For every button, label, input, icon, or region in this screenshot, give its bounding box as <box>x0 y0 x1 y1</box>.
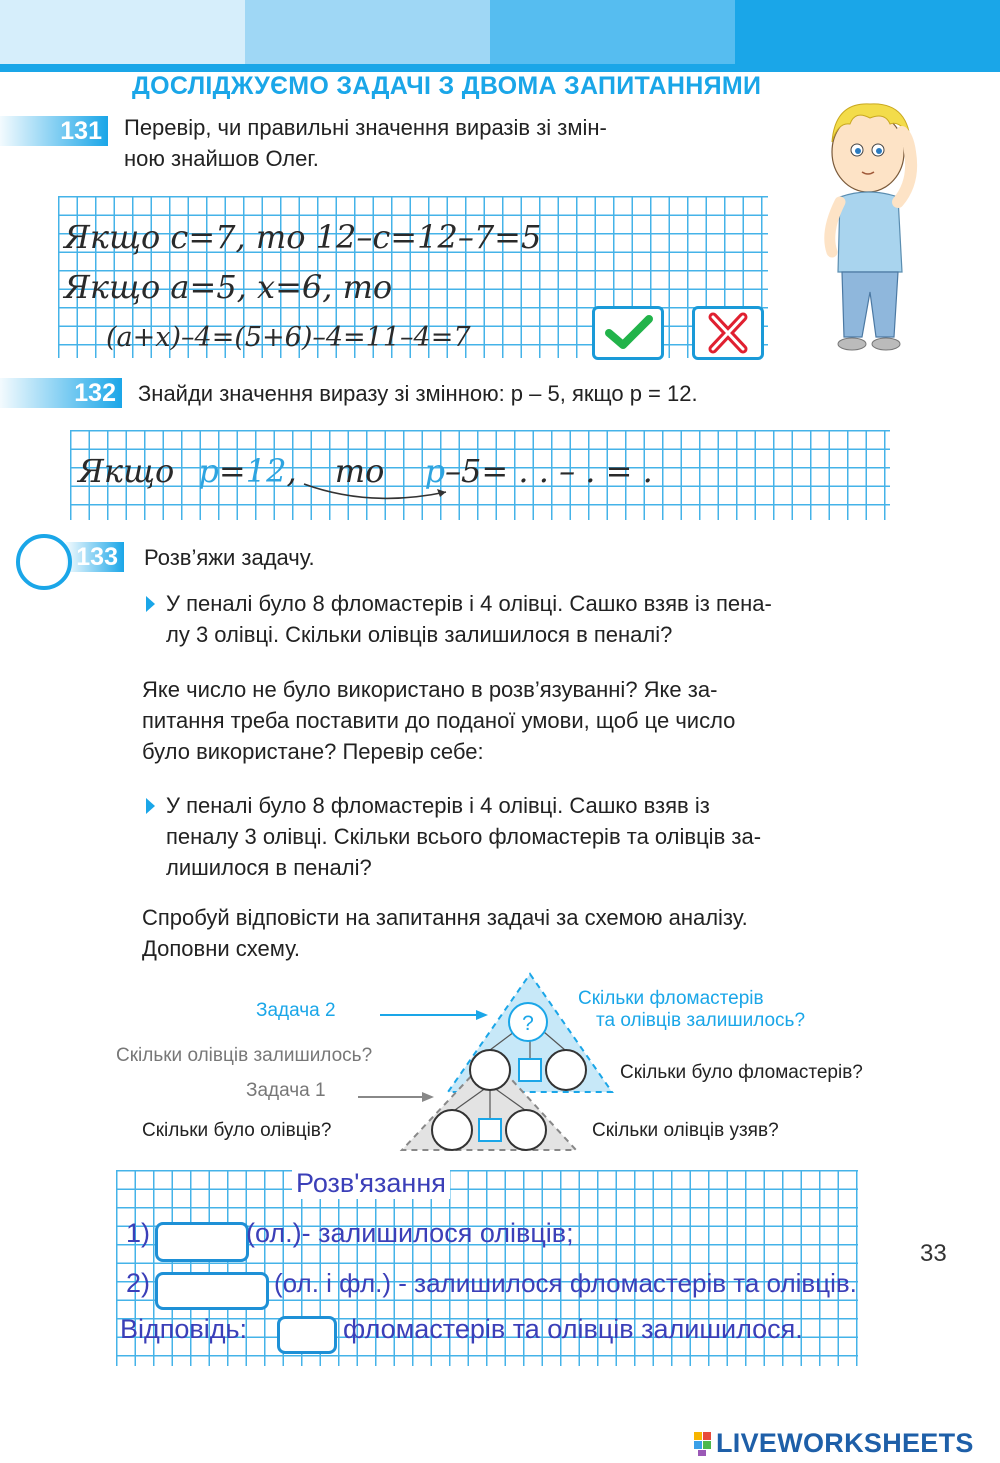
hw-132-rest: –5= . . – . = . <box>445 452 653 490</box>
task-131-line1: Перевір, чи правильні значення виразів зі змін- <box>124 115 607 140</box>
scheme-top-right-line2: та олівців залишилось? <box>596 1010 806 1031</box>
hw-132-eq: = <box>218 452 246 490</box>
scheme-task2-label: Задача 2 <box>256 1000 336 1021</box>
task-132-text: Знайди значення виразу зі змінною: p – 5, якщо p = 12. <box>138 381 698 406</box>
task-132-number: 132 <box>0 378 122 408</box>
solution-heading: Розв'язання <box>292 1168 450 1199</box>
problem-1 <box>166 588 906 650</box>
solution-line2-text: (ол. і фл.) - залишилося фломастерів та олівців. <box>274 1268 857 1298</box>
scheme-paragraph-line1: Спробуй відповісти на запитання задачі за схемою аналізу. <box>142 905 748 930</box>
paragraph-line3: було використане? Перевір себе: <box>142 739 484 764</box>
question-paragraph <box>142 674 735 767</box>
answer-label: Відповідь: <box>120 1314 248 1344</box>
hw-131-line3: (a+x)–4=(5+6)–4=11–4=7 <box>106 322 471 353</box>
solution-line1-input[interactable] <box>155 1222 249 1262</box>
scheme-input-circle[interactable] <box>470 1050 510 1090</box>
scheme-input-circle[interactable] <box>506 1110 546 1150</box>
task1-arrow-icon <box>356 1087 436 1107</box>
header-rule <box>0 64 1000 72</box>
scheme-input-circle[interactable] <box>546 1050 586 1090</box>
top-strip-4 <box>735 0 1000 64</box>
scheme-paragraph <box>142 902 748 964</box>
task-131-text <box>124 112 744 174</box>
page-number: 33 <box>920 1240 947 1267</box>
problem-2-line3: лишилося в пеналі? <box>166 855 372 880</box>
bullet-icon <box>146 596 155 612</box>
scheme-left-grey-label: Скільки олівців залишилось? <box>116 1045 373 1066</box>
task-131-line2: ною знайшов Олег. <box>124 146 319 171</box>
hw-132-12: 12 <box>245 452 287 490</box>
scheme-right-mid-label: Скільки було фломастерів? <box>620 1062 863 1083</box>
scheme-right-bottom-label: Скільки олівців узяв? <box>592 1120 779 1141</box>
problem-1-line2: лу 3 олівці. Скільки олівців залишилося в пеналі? <box>166 622 673 647</box>
hw-131-line1: Якщо c=7, то 12–c=12–7=5 <box>64 218 542 256</box>
solution-line2-input[interactable] <box>155 1272 269 1310</box>
task2-arrow-icon <box>378 1005 490 1025</box>
scheme-top-right-label <box>578 988 805 1032</box>
hw-131-line2: Якщо a=5, x=6, то <box>64 268 393 306</box>
paragraph-line2: питання треба поставити до поданої умови, щоб це число <box>142 708 736 733</box>
check-mark-icon <box>595 309 661 357</box>
scheme-task1-label: Задача 1 <box>246 1080 326 1101</box>
solution-line1-number: 1) <box>126 1218 151 1248</box>
scheme-input-square[interactable] <box>519 1059 541 1081</box>
scheme-left-bottom-label: Скільки було олівців? <box>142 1120 332 1141</box>
task-133-circle <box>16 534 72 590</box>
task-131-number: 131 <box>0 116 108 146</box>
solution-line1-text: (ол.)- залишилося олівців; <box>246 1218 574 1248</box>
top-strip-3 <box>490 0 735 64</box>
liveworksheets-logo-icon <box>694 1432 712 1456</box>
solution-line2-number: 2) <box>126 1268 151 1298</box>
page-title: ДОСЛІДЖУЄМО ЗАДАЧІ З ДВОМА ЗАПИТАННЯМИ <box>132 72 762 100</box>
hw-132-p1: p <box>198 452 219 490</box>
footer-brand: LIVEWORKSHEETS <box>716 1428 974 1458</box>
paragraph-line1: Яке число не було використано в розв’язуванні? Яке за- <box>142 677 718 702</box>
scheme-paragraph-line2: Доповни схему. <box>142 936 301 961</box>
task-133-intro: Розв’яжи задачу. <box>144 545 315 570</box>
hw-132-prefix: Якщо <box>78 452 175 490</box>
boy-illustration <box>810 92 925 357</box>
problem-1-line1: У пеналі було 8 фломастерів і 4 олівці. Сашко взяв із пена- <box>166 591 772 616</box>
hw-132-to: то <box>334 452 385 490</box>
top-strip-1 <box>0 0 245 64</box>
scheme-input-square[interactable] <box>479 1119 501 1141</box>
scheme-question-mark: ? <box>522 1012 534 1035</box>
hw-132-line: Якщо p=12, то p–5= . . – . = . <box>78 452 653 490</box>
answer-input[interactable] <box>277 1316 337 1354</box>
top-strip-2 <box>245 0 490 64</box>
incorrect-option-button[interactable] <box>692 306 764 360</box>
correct-option-button[interactable] <box>592 306 664 360</box>
problem-2 <box>166 790 761 883</box>
scheme-input-circle[interactable] <box>432 1110 472 1150</box>
bullet-icon <box>146 798 155 814</box>
hw-132-p2: p <box>424 452 446 490</box>
boy-jeans <box>842 272 898 337</box>
problem-2-line2: пеналу 3 олівці. Скільки всього фломастерів та олівців за- <box>166 824 762 849</box>
cross-mark-icon <box>695 309 761 357</box>
scheme-top-right-line1: Скільки фломастерів <box>578 988 764 1009</box>
answer-text: фломастерів та олівців залишилося. <box>343 1314 803 1344</box>
problem-2-line1: У пеналі було 8 фломастерів і 4 олівці. Сашко взяв із <box>166 793 710 818</box>
task-133-number: 133 <box>66 542 124 572</box>
substitution-arrow-icon <box>300 478 460 508</box>
